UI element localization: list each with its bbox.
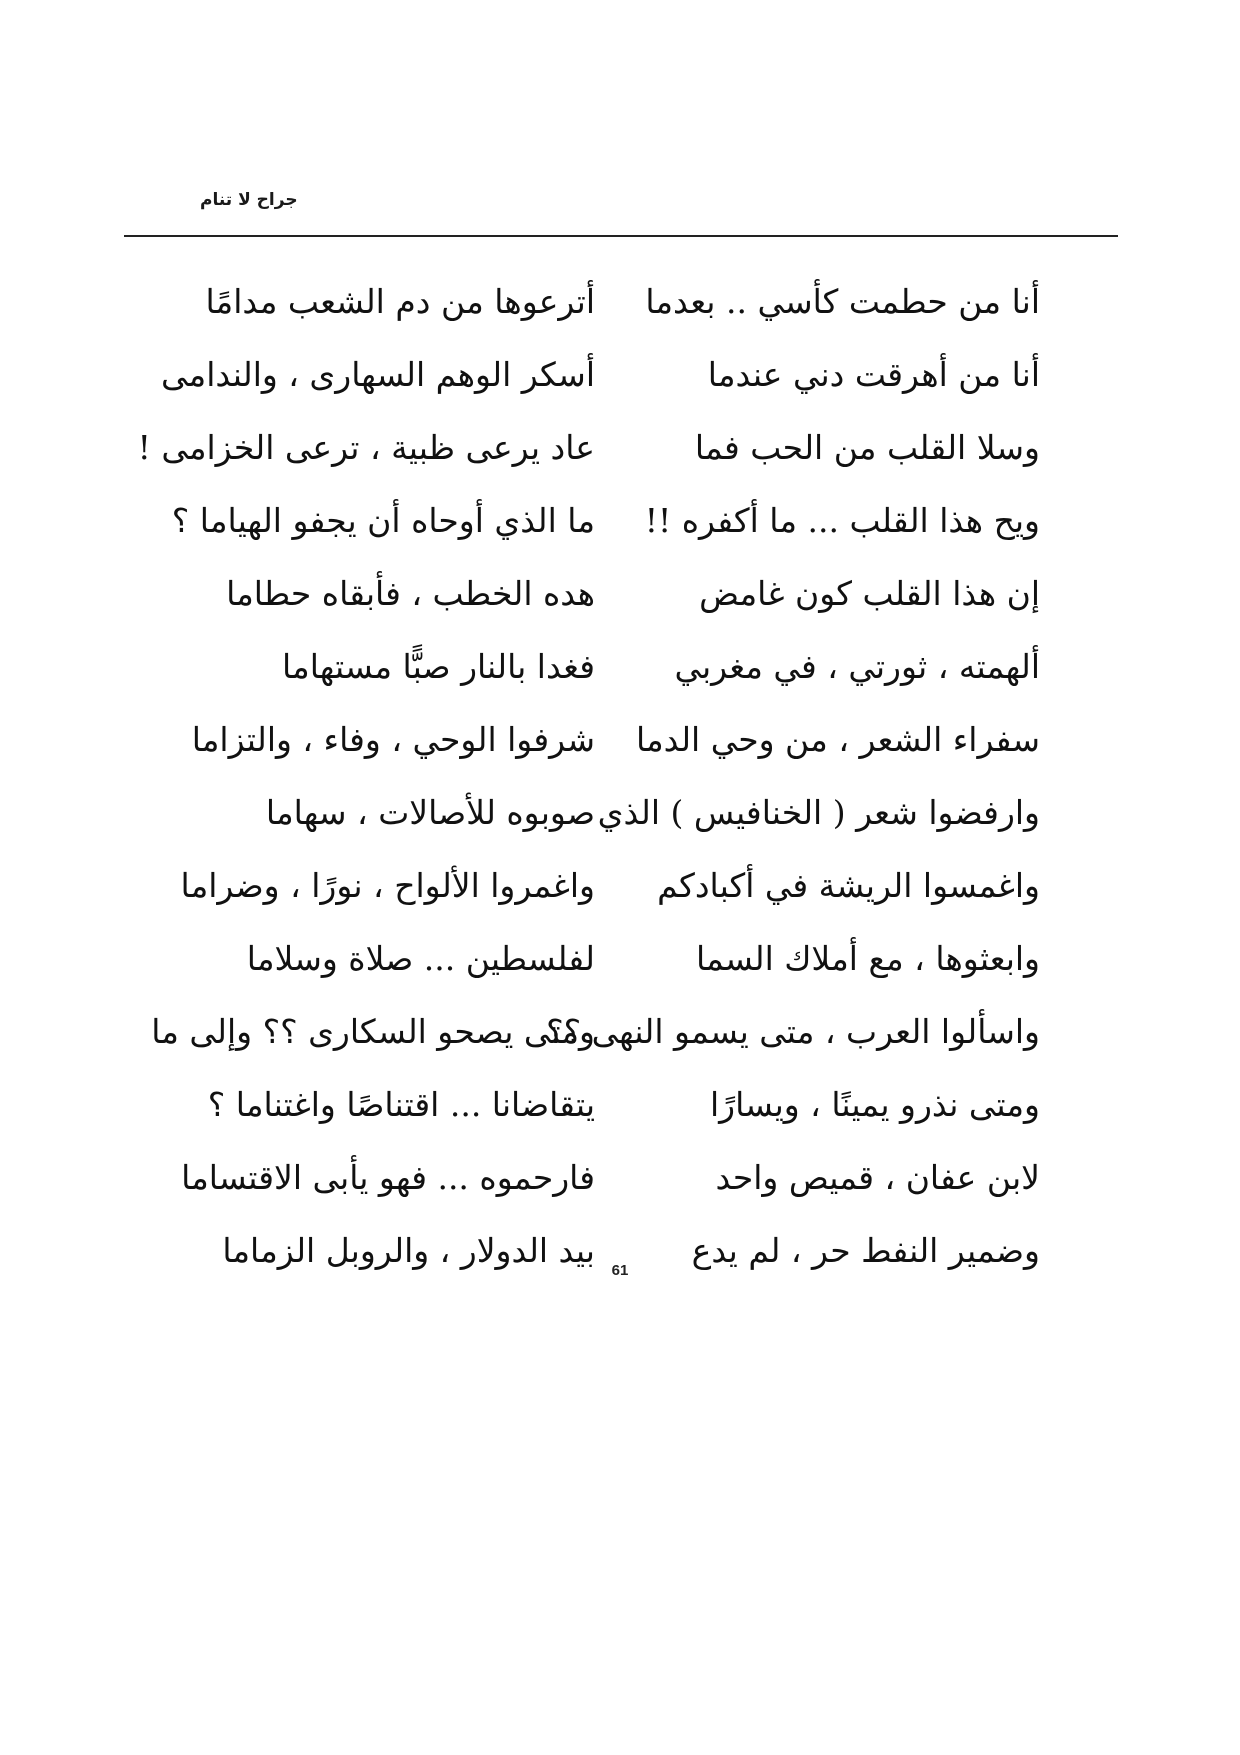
verse-line [200,922,1040,995]
verse-line [181,1141,1040,1214]
verse-second-hemistich: أترعوها من دم الشعب مدامًا [205,281,595,321]
verse-line [137,411,1040,484]
verse-first-hemistich: وارفضوا شعر ( الخنافيس ) الذي [597,792,1040,832]
verse-second-hemistich: يتقاضانا ... اقتناصًا واغتناما ؟ [207,1084,595,1124]
verse-first-hemistich: وسلا القلب من الحب فما [694,427,1040,467]
verse-first-hemistich: لابن عفان ، قميص واحد [715,1157,1040,1197]
verse-line [180,849,1040,922]
verse-line [151,995,1040,1068]
verse-second-hemistich: شرفوا الوحي ، وفاء ، والتزاما [191,719,595,759]
poem-body [137,265,1040,1287]
header-divider [124,235,1118,237]
verse-first-hemistich: ألهمته ، ثورتي ، في مغربي [674,646,1040,686]
verse-first-hemistich: وابعثوها ، مع أملاك السما [695,938,1040,978]
verse-second-hemistich: فارحموه ... فهو يأبى الاقتساما [181,1157,595,1197]
verse-line [200,630,1040,703]
verse-first-hemistich: واغمسوا الريشة في أكبادكم [657,865,1040,905]
verse-line [200,265,1040,338]
verse-line [200,1068,1040,1141]
verse-line [171,484,1040,557]
verse-line [161,338,1040,411]
verse-second-hemistich: ومتى يصحو السكارى ؟؟ وإلى ما [151,1011,595,1051]
verse-first-hemistich: أنا من حطمت كأسي .. بعدما [645,281,1040,321]
verse-second-hemistich: واغمروا الألواح ، نورًا ، وضراما [180,865,595,905]
verse-second-hemistich: لفلسطين ... صلاة وسلاما [246,938,595,978]
verse-second-hemistich: صوبوه للأصالات ، سهاما [265,792,595,832]
verse-second-hemistich: هده الخطب ، فأبقاه حطاما [226,573,595,613]
verse-second-hemistich: ما الذي أوحاه أن يجفو الهياما ؟ [171,500,595,540]
page-number: 61 [611,1262,629,1279]
verse-first-hemistich: واسألوا العرب ، متى يسمو النهى ؟؟ [546,1011,1040,1051]
verse-line [191,703,1040,776]
verse-second-hemistich: عاد يرعى ظبية ، ترعى الخزامى ! [137,427,595,467]
verse-first-hemistich: إن هذا القلب كون غامض [699,573,1040,613]
running-header-title: جراح لا تنام [200,190,298,210]
verse-first-hemistich: وضمير النفط حر ، لم يدع [691,1230,1040,1270]
verse-first-hemistich: أنا من أهرقت دني عندما [707,354,1040,394]
verse-second-hemistich: أسكر الوهم السهارى ، والندامى [161,354,595,394]
verse-first-hemistich: سفراء الشعر ، من وحي الدما [635,719,1040,759]
verse-line [200,557,1040,630]
verse-first-hemistich: ومتى نذرو يمينًا ، ويسارًا [709,1084,1040,1124]
verse-second-hemistich: فغدا بالنار صبًّا مستهاما [281,646,595,686]
verse-first-hemistich: ويح هذا القلب ... ما أكفره !! [644,500,1040,540]
verse-line [200,776,1040,849]
verse-second-hemistich: بيد الدولار ، والروبل الزماما [222,1230,595,1270]
